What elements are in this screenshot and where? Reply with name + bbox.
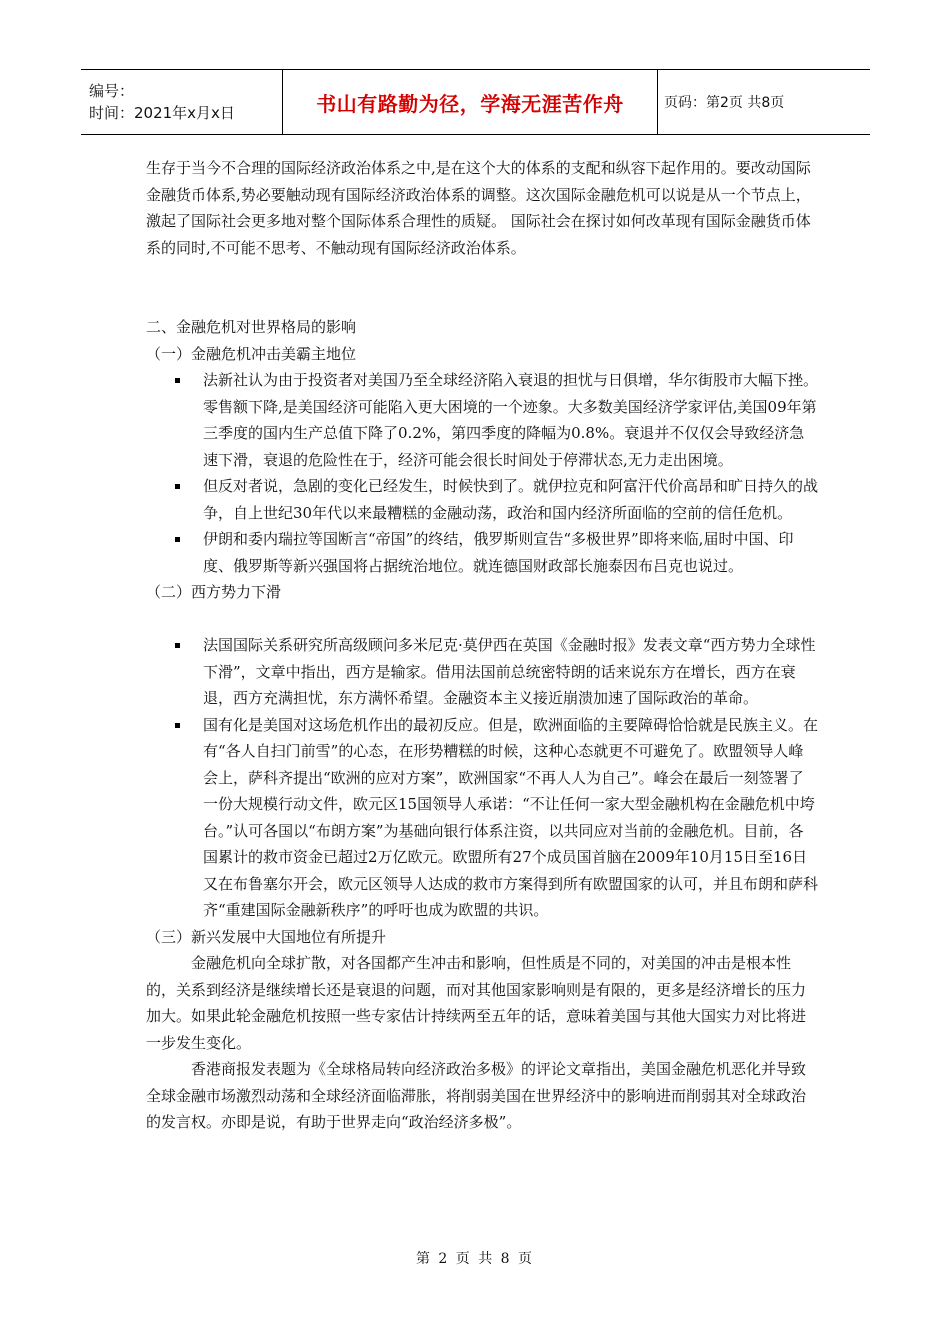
bullet-icon [175,723,180,728]
paragraph: 香港商报发表题为《全球格局转向经济政治多极》的评论文章指出，美国金融危机恶化并导致全球金融市场激烈动荡和全球经济面临滞胀，将削弱美国在世界经济中的影响进而削弱其对全球政治的发言权。亦即是说，有助于世界走向“政治经济多极”。 [146,1060,807,1131]
list-item-text: 伊朗和委内瑞拉等国断言“帝国”的终结，俄罗斯则宣告“多极世界”即将来临,届时中国、印度、俄罗斯等新兴强国将占据统治地位。就连德国财政部长施泰因布吕克也说过。 [203,530,794,575]
header-page-info-cell [658,70,870,134]
document-body [146,155,818,1136]
list-item-text: 法国国际关系研究所高级顾问多米尼克·莫伊西在英国《金融时报》发表文章“西方势力全球性下滑”，文章中指出，西方是输家。借用法国前总统密特朗的话来说东方在增长，西方在衰退，西方充满担忧，东方满怀希望。金融资本主义接近崩溃加速了国际政治的革命。 [203,636,816,707]
subsection-heading-2: （二）西方势力下滑 [146,583,282,601]
header-motto: 书山有路勤为径，学海无涯苦作舟 [316,91,624,116]
bullet-list-2 [146,632,818,924]
list-item [146,632,818,712]
section-heading: 二、金融危机对世界格局的影响 [146,318,357,336]
subsection-heading-3: （三）新兴发展中大国地位有所提升 [146,927,387,946]
bullet-icon [175,484,180,489]
page-header [81,69,870,135]
list-item-text: 但反对者说，急剧的变化已经发生，时候快到了。就伊拉克和阿富汗代价高昂和旷日持久的战争，自上世纪30年代以来最糟糕的金融动荡，政治和国内经济所面临的空前的信任危机。 [203,477,819,522]
list-item-text: 法新社认为由于投资者对美国乃至全球经济陷入衰退的担忧与日俱增，华尔街股市大幅下挫。零售额下降,是美国经济可能陷入更大困境的一个迹象。大多数美国经济学家评估,美国09年第三季度的国内生产总值下降了0.2%，第四季度的降幅为0.8%。衰退并不仅仅会导致经济急速下滑，衰退的危险性在于，经济可能会很长时间处于停滞状态,无力走出困境。 [203,371,819,469]
bullet-icon [175,378,180,383]
bullet-icon [175,643,180,648]
list-item-text: 国有化是美国对这场危机作出的最初反应。但是，欧洲面临的主要障碍恰恰就是民族主义。在有“各人自扫门前雪”的心态，在形势糟糕的时候，这种心态就更不可避免了。欧盟领导人峰会上，萨科齐提出“欧洲的应对方案”，欧洲国家“不再人人为自己”。峰会在最后一刻签署了一份大规模行动文件，欧元区15国领导人承诺：“不让任何一家大型金融机构在金融危机中垮台。”认可各国以“布朗方案”为基础向银行体系注资，以共同应对当前的金融危机。目前，各国累计的救市资金已超过2万亿欧元。欧盟所有27个成员国首脑在2009年10月15日至16日又在布鲁塞尔开会，欧元区领导人达成的救市方案得到所有欧盟国家的认可，并且布朗和萨科齐“重建国际金融新秩序”的呼吁也成为欧盟的共识。 [203,715,819,919]
spacer [146,606,818,633]
paragraph: 金融危机向全球扩散，对各国都产生冲击和影响，但性质是不同的，对美国的冲击是根本性的，关系到经济是继续增长还是衰退的问题，而对其他国家影响则是有限的，更多是经济增长的压力加大。如果此轮金融危机按照一些专家估计持续两至五年的话，意味着美国与其他大国实力对比将进一步发生变化。 [146,954,807,1052]
list-item [146,712,818,924]
list-item [146,526,818,579]
bullet-list-1 [146,367,818,579]
page-footer: 第 2 页 共 8 页 [415,1251,535,1267]
header-page-info: 页码：第2页 共8页 [664,95,785,111]
header-motto-cell [282,70,658,134]
list-item [146,473,818,526]
subsection-heading-1: （一）金融危机冲击美霸主地位 [146,344,357,363]
spacer [146,261,818,314]
list-item [146,367,818,473]
document-number-label: 编号： [89,82,135,100]
header-meta [81,70,282,134]
document-date-label: 时间：2021年x月x日 [89,104,235,122]
bullet-icon [175,537,180,542]
intro-paragraph: 生存于当今不合理的国际经济政治体系之中,是在这个大的体系的支配和纵容下起作用的。要改动国际金融货币体系,势必要触动现有国际经济政治体系的调整。这次国际金融危机可以说是从一个节点上，激起了国际社会更多地对整个国际体系合理性的质疑。 国际社会在探讨如何改革现有国际金融货币体系的同时,不可能不思考、不触动现有国际经济政治体系。 [146,159,811,257]
